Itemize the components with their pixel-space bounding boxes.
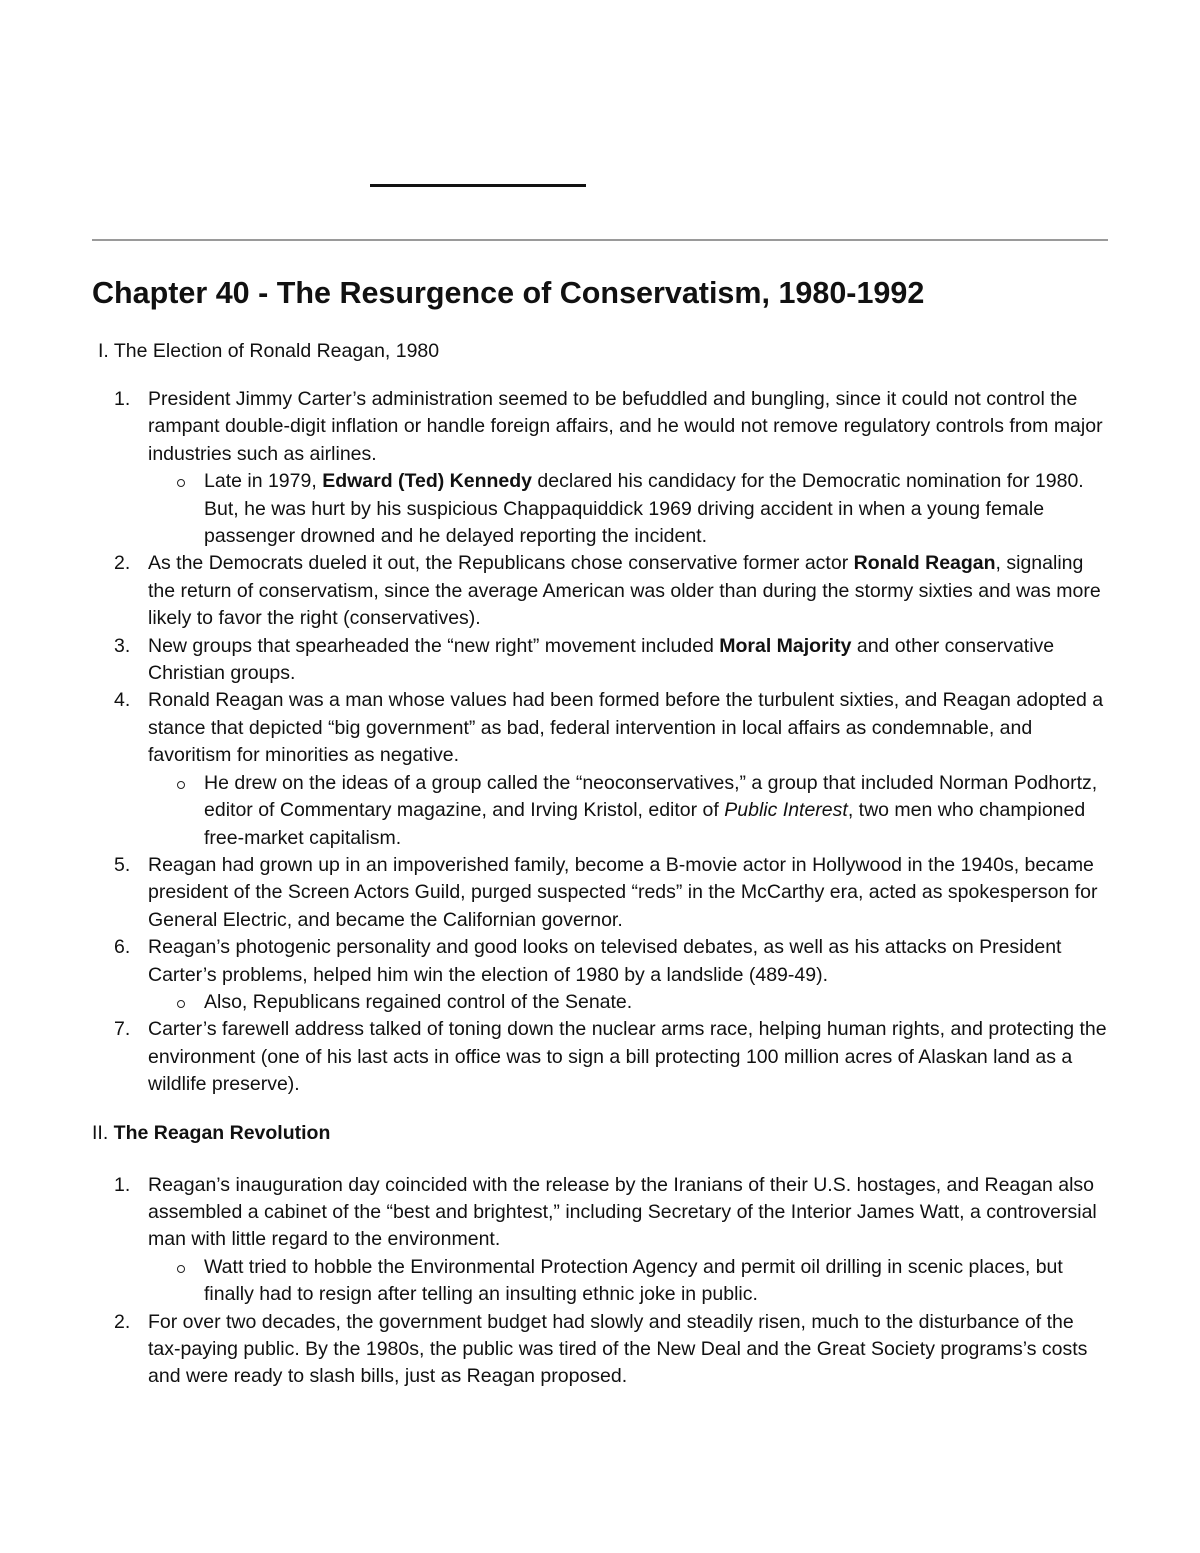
item-number: 6. [114, 936, 131, 959]
sub-list [148, 770, 1108, 852]
item-text: Reagan’s photogenic personality and good looks on televised debates, as well as his attacks on President Carter’s problems, helped him win the election of 1980 by a landslide (489-49). [148, 936, 1062, 986]
item-number: 4. [114, 689, 131, 712]
item-number: 7. [114, 1018, 131, 1041]
item-text: Ronald Reagan was a man whose values had been formed before the turbulent sixties, and Reagan adopted a stance that depicted “big government” as bad, federal intervention in local affairs as condemnable, and favoritism for minorities as negative. [148, 689, 1104, 767]
sub-list-item: Also, Republicans regained control of the Senate. [148, 989, 1108, 1016]
chapter-title: Chapter 40 - The Resurgence of Conservatism, 1980-1992 [92, 276, 925, 310]
item-number: 5. [114, 853, 131, 876]
bold-term: Ronald Reagan [853, 552, 996, 575]
list-item [92, 1309, 1108, 1391]
bold-term: Moral Majority [719, 634, 852, 657]
sub-list-item: He drew on the ideas of a group called the “neoconservatives,” a group that included Norman Podhortz, editor of Commentary magazine, and Irving Kristol, editor of Public Interest, two men who championed free-market capitalism. [148, 770, 1108, 852]
list-item: 3. New groups that spearheaded the “new right” movement included Moral Majority and other conservative Christian groups. [114, 634, 1055, 685]
sub-list [148, 1254, 1108, 1309]
italic-title: Public Interest [724, 799, 848, 822]
item-text: Reagan’s inauguration day coincided with the release by the Iranians of their U.S. hostages, and Reagan also assembled a cabinet of the “best and brightest,” including Secretary of the Interior James Watt, a controversial man with little regard to the environment. [148, 1173, 1097, 1251]
circle-bullet-icon [177, 1265, 185, 1273]
list-item: 2. As the Democrats dueled it out, the Republicans chose conservative former actor Ronald Reagan, signaling the return of conservatism, since the average American was older than during the stormy sixties and was more likely to favor the right (conservatives). [114, 552, 1101, 630]
name-blank-line [370, 184, 586, 187]
circle-bullet-icon [177, 781, 185, 789]
item-text: Reagan had grown up in an impoverished family, become a B-movie actor in Hollywood in the 1940s, became president of the Screen Actors Guild, purged suspected “reds” in the McCarthy era, acted as spokesperson for General Electric, and became the Californian governor. [148, 853, 1098, 931]
sub-list [148, 989, 1108, 1016]
section-heading-1: I. The Election of Ronald Reagan, 1980 [98, 340, 440, 362]
sub-list-item: Watt tried to hobble the Environmental Protection Agency and permit oil drilling in scenic places, but finally had to resign after telling an insulting ethnic joke in public. [148, 1254, 1108, 1309]
section-heading-2: II. The Reagan Revolution [92, 1121, 331, 1144]
list-item [92, 386, 1108, 550]
list-item [92, 934, 1108, 1016]
document-body [92, 270, 1108, 1391]
item-number: 2. [114, 1310, 131, 1333]
item-text: President Jimmy Carter’s administration seemed to be befuddled and bungling, since it could not control the rampant double-digit inflation or handle foreign affairs, and he would not remove regulatory controls from major industries such as airlines. [148, 388, 1103, 465]
item-text: Carter’s farewell address talked of toning down the nuclear arms race, helping human rights, and protecting the environment (one of his last acts in office was to sign a bill protecting 100 million acres of Alaskan land as a wildlife preserve). [148, 1018, 1107, 1096]
circle-bullet-icon [177, 1000, 185, 1008]
list-item [92, 852, 1108, 934]
item-number: 3. [114, 634, 131, 657]
item-text: For over two decades, the government budget had slowly and steadily risen, much to the disturbance of the tax-paying public. By the 1980s, the public was tired of the New Deal and the Great Society programs’s costs and were ready to slash bills, just as Reagan proposed. [148, 1310, 1088, 1388]
item-number: 1. [114, 1173, 131, 1196]
list-item [92, 687, 1108, 851]
item-number: 2. [114, 552, 131, 575]
list-item [92, 1172, 1108, 1309]
sub-list [148, 468, 1108, 550]
bold-term: Edward (Ted) Kennedy [322, 470, 533, 493]
list-item [92, 1016, 1108, 1098]
circle-bullet-icon [177, 479, 185, 487]
horizontal-divider [92, 239, 1108, 241]
sub-list-item: Late in 1979, Edward (Ted) Kennedy declared his candidacy for the Democratic nomination for 1980. But, he was hurt by his suspicious Chappaquiddick 1969 driving accident in when a young female passenger drowned and he delayed reporting the incident. [148, 468, 1108, 550]
section-1-list [92, 386, 1108, 1099]
section-2-list [92, 1172, 1108, 1391]
item-number: 1. [114, 388, 131, 410]
